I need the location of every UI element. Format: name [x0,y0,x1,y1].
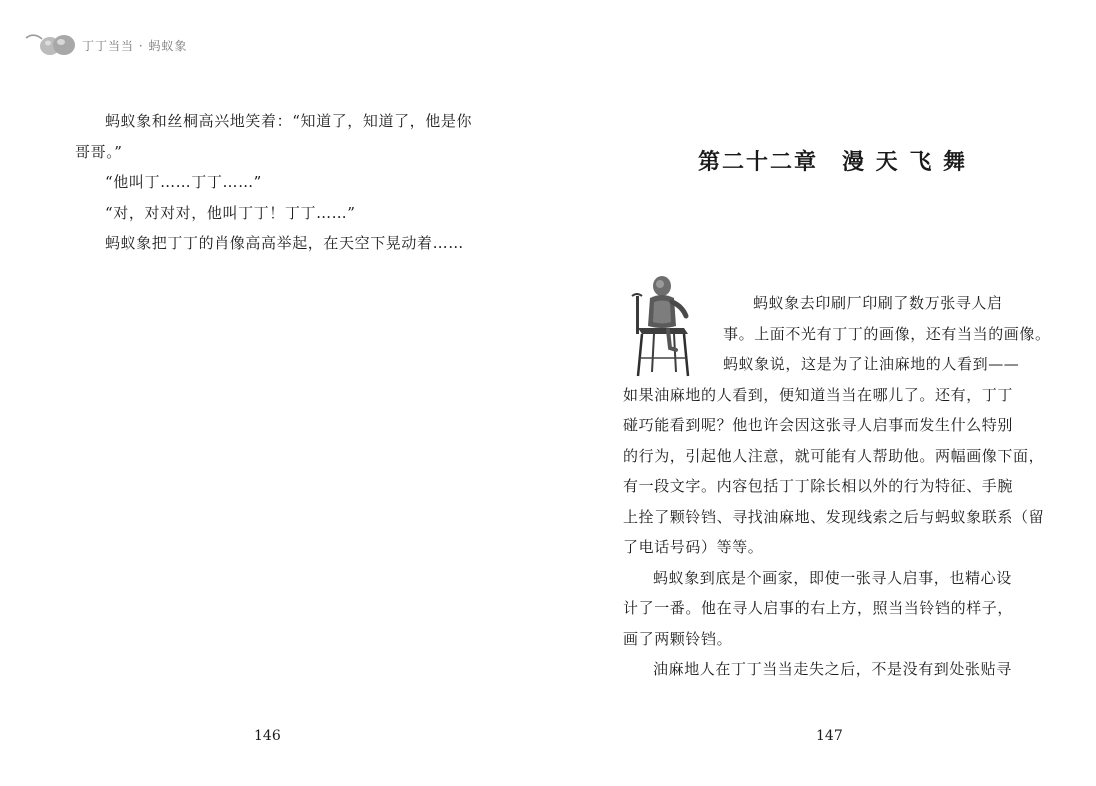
paragraph-line: 上拴了颗铃铛、寻找油麻地、发现线索之后与蚂蚁象联系（留 [623,507,1045,526]
paragraph-line: “他叫丁……丁丁……” [105,173,262,191]
paragraph-line: 蚂蚁象去印刷厂印刷了数万张寻人启 [753,294,1003,312]
left-page-body [75,106,485,259]
paragraph-line: 的行为，引起他人注意，就可能有人帮助他。两幅画像下面， [623,446,1045,465]
paragraph-line: 哥哥。” [75,142,123,161]
page-number-right: 147 [816,728,843,744]
chapter-title: 第二十二章 漫 天 飞 舞 [698,149,967,175]
paragraph-line: 计了一番。他在寻人启事的右上方，照当当铃铛的样子， [623,599,1014,617]
paragraph-line: 碰巧能看到呢？他也许会因这张寻人启事而发生什么特别 [623,416,1014,434]
paragraph-line: 画了两颗铃铛。 [623,629,733,648]
paragraph-line: 蚂蚁象把丁丁的肖像高高举起，在天空下晃动着…… [105,234,464,252]
series-title: 丁丁当当 · 蚂蚁象 [82,38,188,53]
paragraph-line: “对，对对对，他叫丁丁！丁丁……” [105,203,356,222]
paragraph-line: 蚂蚁象到底是个画家，即使一张寻人启事，也精心设 [653,568,1012,587]
paragraph-line: 了电话号码）等等。 [623,538,764,556]
gourd-logo-icon [24,30,78,60]
paragraph-line: 油麻地人在丁丁当当走失之后，不是没有到处张贴寻 [653,660,1012,678]
running-header [24,30,187,60]
paragraph-line: 蚂蚁象和丝桐高兴地笑着：“知道了，知道了，他是你 [105,112,473,130]
paragraph-line: 蚂蚁象说，这是为了让油麻地的人看到—— [723,355,1020,373]
paragraph-line: 有一段文字。内容包括丁丁除长相以外的行为特征、手腕 [623,477,1014,495]
right-page-body [623,288,1051,685]
paragraph-line: 事。上面不光有丁丁的画像，还有当当的画像。 [723,324,1051,343]
right-page [548,0,1096,786]
paragraph-line: 如果油麻地的人看到，便知道当当在哪儿了。还有，丁丁 [623,385,1014,404]
page-number-left: 146 [254,728,281,744]
